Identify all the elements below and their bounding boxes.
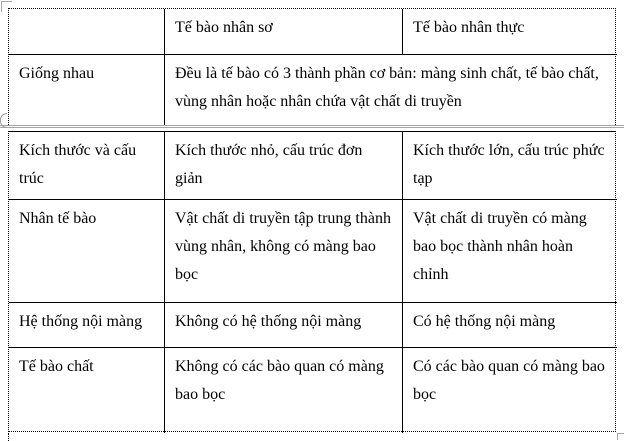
header-eukaryote-cell: Tế bào nhân thực bbox=[413, 19, 525, 36]
prokaryote-cell: Không có các bào quan có màng bao bọc bbox=[165, 347, 403, 433]
eukaryote-cell: Kích thước lớn, cấu trúc phức tạp bbox=[413, 142, 605, 187]
row-label-cell: Kích thước và cấu trúc bbox=[9, 132, 165, 199]
table-separator-line bbox=[0, 125, 624, 126]
row-label-cell: Nhân tế bào bbox=[9, 199, 165, 302]
corner-handle-mark bbox=[1, 1, 12, 12]
eukaryote-cell: Vật chất di truyền có màng bao bọc thành nhân hoàn chỉnh bbox=[403, 199, 617, 302]
left-margin-bracket-mark bbox=[0, 113, 7, 128]
eukaryote-cell: Có các bào quan có màng bao bọc bbox=[403, 347, 617, 433]
header-empty-cell bbox=[9, 9, 165, 54]
similarity-label-cell: Giống nhau bbox=[9, 54, 165, 126]
prokaryote-cell: Không có hệ thống nội màng bbox=[165, 302, 403, 347]
comparison-table-header-section bbox=[8, 8, 616, 125]
row-label-cell: Hệ thống nội màng bbox=[9, 302, 165, 347]
comparison-table-differences-section bbox=[8, 131, 616, 432]
corner-handle-mark bbox=[617, 433, 624, 440]
prokaryote-cell: Vật chất di truyền tập trung thành vùng nhân, không có màng bao bọc bbox=[165, 199, 403, 302]
eukaryote-cell: Có hệ thống nội màng bbox=[403, 302, 617, 347]
similarity-content-cell: Đều là tế bào có 3 thành phần cơ bản: màng sinh chất, tế bào chất, vùng nhân hoặc nhân chứa vật chất di truyền bbox=[165, 54, 617, 126]
row-label-cell: Tế bào chất bbox=[9, 347, 165, 433]
table-separator-line bbox=[0, 127, 624, 128]
table-continuation-edge bbox=[8, 433, 10, 441]
prokaryote-cell: Kích thước nhỏ, cấu trúc đơn giản bbox=[165, 132, 403, 199]
header-prokaryote-cell: Tế bào nhân sơ bbox=[165, 9, 403, 54]
